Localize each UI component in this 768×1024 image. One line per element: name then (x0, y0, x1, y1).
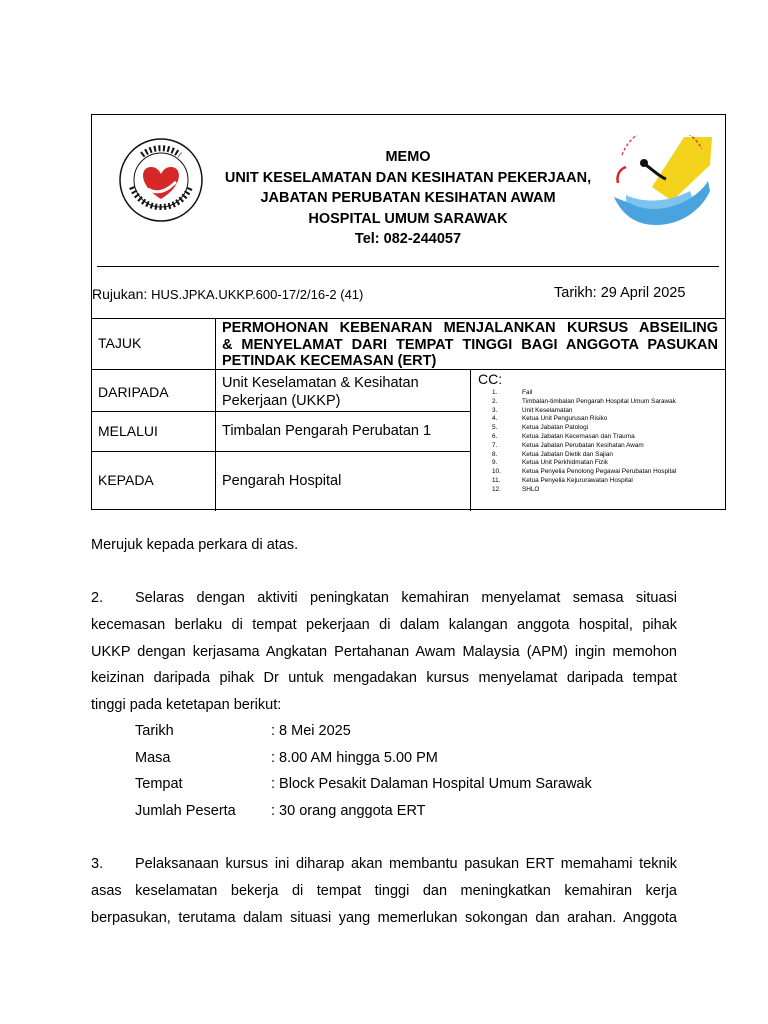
paragraph-line: UKKP dengan kerjasama Angkatan Pertahanan Awam Malaysia (APM) ingin memohon (91, 643, 677, 660)
cc-item: 2. Timbalan-timbalan Pengarah Hospital Umum Sarawak (492, 397, 676, 405)
subject (222, 320, 718, 370)
cc-item: 1. Fail (492, 389, 533, 396)
table-divider (470, 369, 471, 511)
cc-label: CC: (478, 371, 503, 387)
detail-key: Jumlah Peserta (135, 803, 236, 819)
daripada-label: DARIPADA (98, 384, 169, 400)
cc-list (492, 389, 676, 495)
daripada-value (222, 374, 419, 410)
subject-line: & MENYELAMAT DARI TEMPAT TINGGI BAGI ANGGOTA PASUKAN (222, 336, 718, 353)
reference-label: Rujukan: (92, 286, 148, 302)
cc-item: 4. Ketua Unit Pengurusan Risiko (492, 415, 608, 423)
table-divider (91, 411, 471, 412)
cc-item: 12. SHLO (492, 485, 540, 493)
tajuk-label: TAJUK (98, 335, 142, 351)
paragraph-line: asas keselamatan bekerja di tempat tinggi dan meningkatkan kemahiran kerja (91, 882, 677, 899)
subject-line: PERMOHONAN KEBENARAN MENJALANKAN KURSUS ABSEILING (222, 320, 718, 336)
detail-value: : 30 orang anggota ERT (271, 803, 426, 819)
paragraph-line: tinggi pada ketetapan berikut: (91, 697, 282, 714)
paragraph-3 (91, 851, 677, 931)
daripada-line: Pekerjaan (UKKP) (222, 393, 341, 409)
telephone: Tel: 082-244057 (354, 231, 462, 247)
cc-item: 5. Ketua Jabatan Patologi (492, 424, 589, 432)
paragraph-line: 3. Pelaksanaan kursus ini diharap akan membantu pasukan ERT memahami teknik (91, 856, 677, 872)
melalui-label: MELALUI (98, 423, 158, 439)
memo-header (212, 147, 604, 250)
reference (92, 286, 363, 302)
memo-header-frame (91, 114, 726, 510)
detail-value: : 8 Mei 2025 (271, 723, 351, 739)
subject-line: PETINDAK KECEMASAN (ERT) (222, 353, 437, 369)
kepada-value: Pengarah Hospital (222, 473, 342, 489)
kepada-label: KEPADA (98, 472, 154, 488)
hospital-name: HOSPITAL UMUM SARAWAK (308, 210, 508, 227)
paragraph-line: kecemasan berlaku di tempat pekerjaan di dalam kalangan anggota hospital, pihak (91, 616, 677, 633)
paragraph-line: 2. Selaras dengan aktiviti peningkatan kemahiran menyelamat semasa situasi (91, 590, 677, 606)
cc-item: 8. Ketua Jabatan Dietik dan Sajian (492, 450, 613, 458)
memo-title: MEMO (385, 149, 431, 165)
detail-key: Tempat (135, 776, 183, 792)
reference-number: HUS.JPKA.UKKP.600-17/2/16-2 (41) (151, 287, 364, 302)
unit-name: UNIT KESELAMATAN DAN KESIHATAN PEKERJAAN, (224, 169, 592, 186)
table-top-border (91, 318, 726, 319)
table-divider (91, 451, 471, 452)
cc-item: 3. Unit Keselamatan (492, 406, 573, 414)
cc-item: 9. Ketua Unit Perkhidmatan Fizik (492, 459, 608, 467)
melalui-value: Timbalan Pengarah Perubatan 1 (222, 423, 432, 439)
paragraph-2 (91, 585, 677, 719)
header-divider (97, 266, 719, 267)
detail-key: Masa (135, 750, 171, 766)
cc-item: 6. Ketua Jabatan Kecemasan dan Trauma (492, 432, 635, 440)
cc-item: 11. Ketua Penyelia Kejururawatan Hospital (492, 476, 633, 484)
hospital-logo (612, 135, 712, 227)
detail-value: : Block Pesakit Dalaman Hospital Umum Sarawak (271, 776, 592, 792)
intro-paragraph: Merujuk kepada perkara di atas. (91, 537, 299, 553)
paragraph-line: keizinan daripada pihak Dr untuk mengadakan kursus menyelamat daripada tempat (91, 670, 677, 687)
daripada-line: Unit Keselamatan & Kesihatan (222, 375, 419, 391)
paragraph-line: berpasukan, terutama dalam situasi yang memerlukan sokongan dan arahan. Anggota (91, 909, 677, 926)
detail-value: : 8.00 AM hingga 5.00 PM (271, 750, 438, 766)
kkm-logo (118, 137, 204, 223)
department-name: JABATAN PERUBATAN KESIHATAN AWAM (260, 190, 556, 206)
detail-key: Tarikh (135, 723, 174, 739)
cc-item: 10. Ketua Penyelia Penolong Pegawai Perubatan Hospital (492, 468, 677, 476)
cc-item: 7. Ketua Jabatan Perubatan Kesihatan Awam (492, 441, 644, 449)
table-divider (215, 318, 216, 511)
memo-date: Tarikh: 29 April 2025 (554, 285, 686, 301)
